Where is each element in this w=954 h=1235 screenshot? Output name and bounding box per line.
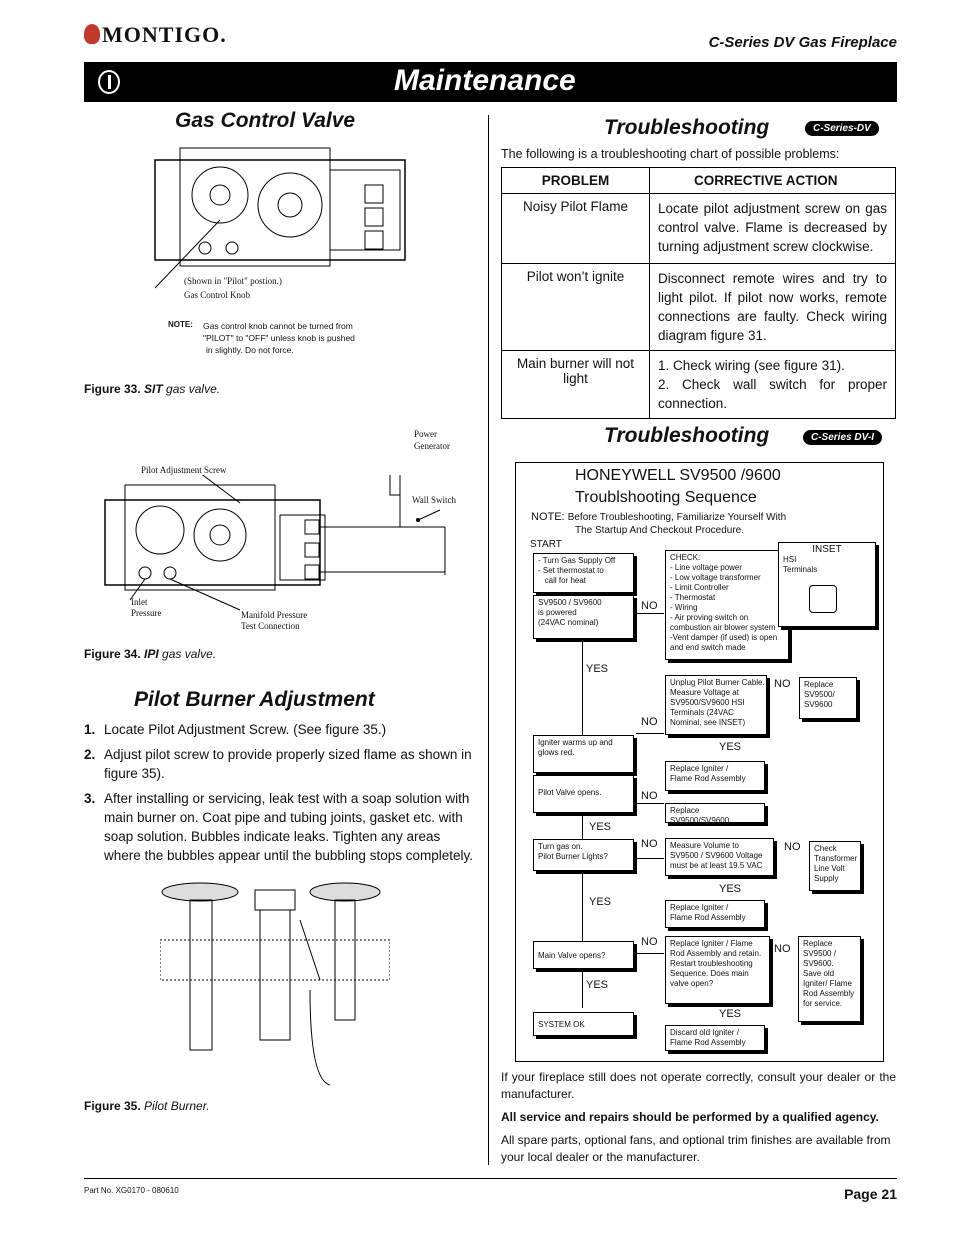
power-generator-label: Power (414, 429, 437, 439)
manifold-label-2: Test Connection (241, 621, 300, 631)
troubleshooting-dv-title: Troubleshooting (604, 116, 770, 139)
closing-paragraph-1: If your fireplace still does not operate correctly, consult your dealer or the manufacturer. (501, 1070, 896, 1101)
flow-box-replace-sv3: Replace SV9500 / SV9600. Save old Igniter/ Flame Rod Assembly for service. (798, 936, 861, 1022)
note-text: Gas control knob cannot be turned from "PILOT" to "OFF" unless knob is pushed in slightly. Do not force. (203, 321, 355, 355)
action-cell: 1. Check wiring (see figure 31). 2. Check wall switch for proper connection. (650, 351, 896, 419)
problem-cell: Noisy Pilot Flame (502, 194, 650, 264)
flow-box-replace-igniter-2: Replace Igniter / Flame Rod Assembly (665, 900, 765, 928)
pilot-burner-title: Pilot Burner Adjustment (134, 688, 375, 711)
yes-label: YES (719, 883, 742, 895)
closing-paragraph-2: All service and repairs should be performed by a qualified agency. (501, 1110, 879, 1124)
step-3: 3. After installing or servicing, leak test with a soap solution with main burner on. Coat pipe and tubing joints, gasket etc. with soap solution. Bubbles indicate leaks. Tighten any areas where the bubbles appear until the bubbling stops completely. (84, 791, 473, 863)
flow-box-replace-sv: Replace SV9500/ SV9600 (799, 677, 857, 719)
troubleshooting-dvi-title: Troubleshooting (604, 424, 770, 447)
yes-label: YES (589, 821, 612, 833)
table-row (502, 264, 896, 351)
flame-icon (84, 24, 100, 44)
pilot-screw-label: Pilot Adjustment Screw (141, 465, 227, 475)
flow-box-check: CHECK: - Line voltage power - Low voltage transformer - Limit Controller - Thermostat - Wiring - Air proving switch on combustion air blower system -Vent damper (if used) is open and end switch made (665, 550, 789, 660)
flow-box-powered: SV9500 / SV9600 is powered (24VAC nominal) (533, 595, 634, 639)
inset-box: INSET HSI Terminals (778, 542, 876, 627)
part-number: Part No. XG0170 - 080610 (84, 1186, 179, 1195)
troubleshooting-intro: The following is a troubleshooting chart of possible problems: (501, 147, 840, 161)
troubleshooting-table (501, 167, 896, 419)
action-cell: Disconnect remote wires and try to light pilot. If pilot now works, remote connections are faulty. Check wiring diagram figure 31. (650, 264, 896, 351)
inlet-pressure-label: Inlet (131, 597, 148, 607)
flow-box-igniter: Igniter warms up and glows red. (533, 735, 634, 773)
flow-box-replace-retain: Replace Igniter / Flame Rod Assembly and retain. Restart troubleshooting Sequence. Does main valve open? (665, 936, 770, 1004)
yes-label: YES (586, 979, 609, 991)
problem-cell: Main burner will not light (502, 351, 650, 419)
flow-box-measure: Measure Volume to SV9500 / SV9600 Voltage must be at least 19.5 VAC (665, 838, 774, 876)
column-divider (488, 115, 489, 1165)
power-generator-label-2: Generator (414, 441, 450, 451)
step-1: 1. Locate Pilot Adjustment Screw. (See figure 35.) (84, 722, 387, 737)
flow-box-main-valve: Main Valve opens? (533, 941, 634, 969)
section-banner (84, 62, 897, 102)
flow-box-turn-gas: Turn gas on. Pilot Burner Lights? (533, 839, 634, 871)
knob-callout: (Shown in "Pilot" postion.) (184, 276, 282, 286)
closing-paragraph-3: All spare parts, optional fans, and optional trim finishes are available from your local dealer or the manufacturer. (501, 1133, 891, 1164)
flow-box-discard: Discard old Igniter / Flame Rod Assembly (665, 1025, 765, 1051)
no-label: NO (641, 790, 658, 802)
action-header: CORRECTIVE ACTION (650, 168, 896, 194)
start-label: START (530, 539, 562, 550)
flow-box-check-transformer: Check Transformer Line Volt Supply (809, 841, 861, 891)
flow-note-2: The Startup And Checkout Procedure. (575, 525, 744, 536)
flow-box-start: - Turn Gas Supply Off - Set thermostat to call for heat (533, 553, 634, 593)
manifold-label: Manifold Pressure (241, 610, 308, 620)
footer-rule (84, 1178, 897, 1179)
yes-label: YES (719, 1008, 742, 1020)
wall-switch-label: Wall Switch (412, 495, 457, 505)
table-row (502, 194, 896, 264)
gas-control-valve-title: Gas Control Valve (175, 109, 356, 132)
ipi-valve-drawing (100, 475, 470, 615)
action-cell: Locate pilot adjustment screw on gas control valve. Flame is decreased by turning adjustment screw clockwise. (650, 194, 896, 264)
flow-box-system-ok: SYSTEM OK (533, 1012, 634, 1036)
plug-icon (809, 585, 837, 613)
page-number: Page 21 (844, 1186, 897, 1202)
yes-label: YES (719, 741, 742, 753)
note-label: NOTE: (168, 320, 193, 329)
series-dv-badge: C-Series-DV (805, 121, 879, 136)
brand-logo: MONTIGO. (84, 22, 227, 48)
yes-label: YES (589, 896, 612, 908)
figure-33-caption: Figure 33. SIT gas valve. (84, 382, 221, 396)
flowchart (515, 462, 884, 1062)
no-label: NO (774, 943, 791, 955)
flow-box-pilot-opens: Pilot Valve opens. (533, 775, 634, 813)
pilot-burner-drawing (160, 880, 390, 1090)
flow-box-replace-sv2: Replace SV9500/SV9600 (665, 803, 765, 823)
no-label: NO (641, 600, 658, 612)
info-icon (98, 70, 120, 94)
problem-cell: Pilot won’t ignite (502, 264, 650, 351)
knob-callout-2: Gas Control Knob (184, 290, 250, 300)
step-2: 2. Adjust pilot screw to provide properly sized flame as shown in figure 35). (84, 747, 472, 781)
table-row (502, 351, 896, 419)
flow-box-replace-igniter: Replace Igniter / Flame Rod Assembly (665, 761, 765, 791)
no-label: NO (774, 678, 791, 690)
inlet-pressure-label-2: Pressure (131, 608, 162, 618)
flow-note: NOTE: Before Troubleshooting, Familiarize Yourself With (531, 511, 787, 523)
banner-title: Maintenance (394, 64, 576, 97)
no-label: NO (641, 838, 658, 850)
no-label: NO (641, 716, 658, 728)
series-title: C-Series DV Gas Fireplace (708, 34, 897, 51)
figure-34-caption: Figure 34. IPI gas valve. (84, 647, 217, 661)
yes-label: YES (586, 663, 609, 675)
flow-box-unplug: Unplug Pilot Burner Cable. Measure Voltage at SV9500/SV9600 HSI Terminals (24VAC Nominal, see INSET) (665, 675, 767, 735)
no-label: NO (641, 936, 658, 948)
problem-header: PROBLEM (502, 168, 650, 194)
sit-valve-drawing (150, 140, 430, 290)
series-dvi-badge: C-Series DV-I (803, 430, 882, 445)
flow-subtitle: Troublshooting Sequence (575, 489, 757, 506)
figure-35-caption: Figure 35. Pilot Burner. (84, 1099, 210, 1113)
flow-title: HONEYWELL SV9500 /9600 (575, 467, 781, 484)
table-header (502, 168, 896, 194)
no-label: NO (784, 841, 801, 853)
